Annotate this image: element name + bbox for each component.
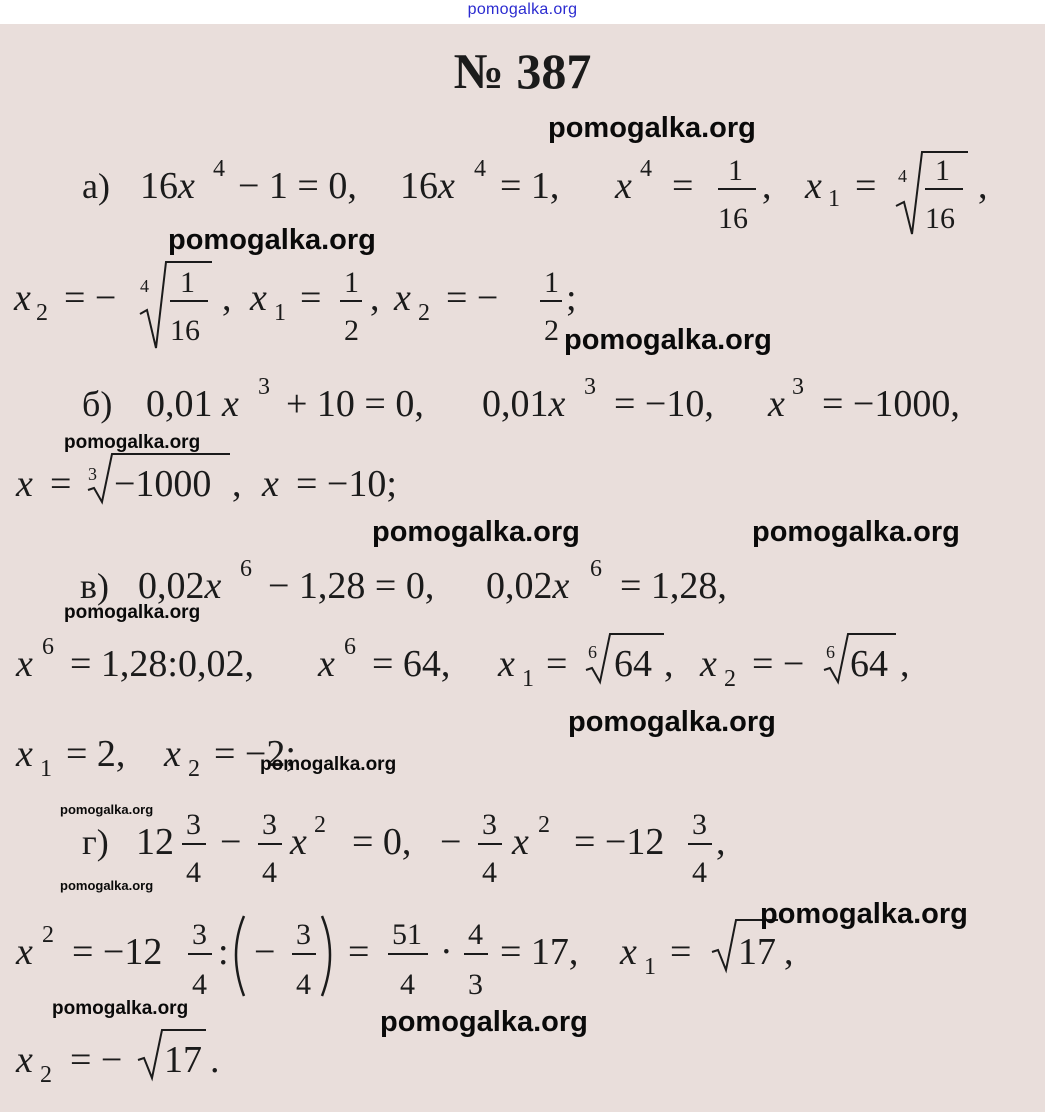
svg-text:,: ,: [232, 463, 242, 505]
svg-text:1: 1: [644, 954, 656, 980]
svg-text:2: 2: [36, 300, 48, 326]
svg-text:= 1,28,: = 1,28,: [620, 565, 727, 607]
svg-text::: :: [218, 931, 229, 973]
svg-text:x: x: [805, 165, 822, 207]
svg-text:=: =: [300, 277, 322, 319]
svg-text:1: 1: [180, 266, 195, 299]
svg-text:3: 3: [186, 808, 201, 841]
svg-text:3: 3: [296, 918, 311, 951]
svg-text:6: 6: [826, 642, 835, 662]
svg-text:2: 2: [314, 812, 326, 838]
svg-text:4: 4: [482, 856, 497, 889]
svg-text:3: 3: [792, 374, 804, 400]
svg-text:1: 1: [544, 266, 559, 299]
svg-text:= −: = −: [752, 643, 805, 685]
svg-text:2: 2: [344, 314, 359, 347]
svg-text:12: 12: [136, 821, 174, 863]
svg-text:,: ,: [716, 821, 726, 863]
watermark-text: pomogalka.org: [568, 706, 776, 738]
svg-text:16: 16: [718, 202, 748, 235]
svg-text:=: =: [348, 931, 370, 973]
svg-text:x: x: [262, 463, 279, 505]
watermark-text: pomogalka.org: [168, 224, 376, 256]
svg-text:;: ;: [566, 277, 577, 319]
svg-text:4: 4: [400, 968, 415, 1001]
svg-text:2: 2: [538, 812, 550, 838]
svg-text:4: 4: [692, 856, 707, 889]
part-g-line-1: [0, 794, 1045, 894]
part-a-line-2: [0, 244, 1045, 347]
svg-text:,: ,: [762, 165, 772, 207]
svg-text:64: 64: [850, 643, 888, 685]
svg-text:6: 6: [590, 556, 602, 582]
svg-text:17: 17: [164, 1039, 202, 1081]
svg-text:0,01 x: 0,01 x: [146, 383, 239, 425]
svg-text:x: x: [250, 277, 267, 319]
svg-text:=: =: [672, 165, 694, 207]
svg-text:=: =: [855, 165, 877, 207]
problem-title: № 387: [453, 43, 592, 99]
svg-text:,: ,: [900, 643, 910, 685]
svg-text:x: x: [16, 733, 33, 775]
svg-text:=: =: [670, 931, 692, 973]
svg-text:x: x: [16, 931, 33, 973]
svg-text:.: .: [210, 1039, 220, 1081]
svg-text:6: 6: [240, 556, 252, 582]
watermark-text: pomogalka.org: [760, 898, 968, 930]
svg-text:·: ·: [440, 931, 453, 973]
svg-text:4: 4: [186, 856, 201, 889]
svg-text:4: 4: [262, 856, 277, 889]
svg-text:−: −: [254, 931, 276, 973]
svg-text:17: 17: [738, 931, 776, 973]
svg-text:3: 3: [258, 374, 270, 400]
svg-text:3: 3: [468, 968, 483, 1001]
svg-text:= −: = −: [70, 1039, 123, 1081]
svg-text:4: 4: [296, 968, 311, 1001]
svg-text:x: x: [290, 821, 307, 863]
watermark-text: pomogalka.org: [52, 998, 189, 1019]
site-header-link[interactable]: pomogalka.org: [467, 1, 578, 18]
watermark-text: pomogalka.org: [548, 112, 756, 144]
svg-text:64: 64: [614, 643, 652, 685]
formula-v2: [0, 624, 1045, 724]
svg-text:x: x: [16, 463, 33, 505]
svg-text:= 0,: = 0,: [352, 821, 412, 863]
watermark-text: pomogalka.org: [564, 324, 772, 356]
svg-text:x: x: [14, 277, 31, 319]
svg-text:1: 1: [828, 186, 840, 212]
svg-text:2: 2: [544, 314, 559, 347]
svg-text:+ 10 = 0,: + 10 = 0,: [286, 383, 424, 425]
svg-text:2: 2: [418, 300, 430, 326]
svg-text:4: 4: [474, 156, 486, 182]
svg-text:x: x: [768, 383, 785, 425]
svg-text:4: 4: [213, 156, 225, 182]
svg-text:x: x: [164, 733, 181, 775]
svg-text:= −10,: = −10,: [614, 383, 714, 425]
part-a-label: а): [82, 166, 110, 206]
svg-text:−: −: [440, 821, 462, 863]
part-v-label: в): [80, 566, 109, 606]
svg-text:x: x: [16, 1039, 33, 1081]
svg-text:4: 4: [898, 166, 907, 186]
svg-text:,: ,: [664, 643, 674, 685]
svg-text:1: 1: [935, 154, 950, 187]
watermark-text: pomogalka.org: [60, 802, 154, 817]
svg-text:= −1000,: = −1000,: [822, 383, 960, 425]
watermark-text: pomogalka.org: [64, 602, 201, 623]
part-b-label: б): [82, 384, 113, 424]
svg-text:6: 6: [588, 642, 597, 662]
svg-text:x: x: [620, 931, 637, 973]
svg-text:x: x: [16, 643, 33, 685]
svg-text:0,01x: 0,01x: [482, 383, 566, 425]
svg-text:2: 2: [40, 1062, 52, 1088]
svg-text:−1000: −1000: [114, 463, 212, 505]
svg-text:=: =: [546, 643, 568, 685]
svg-text:16: 16: [170, 314, 200, 347]
svg-text:x: x: [615, 165, 632, 207]
svg-text:1: 1: [40, 756, 52, 782]
svg-text:3: 3: [692, 808, 707, 841]
svg-text:= 2,: = 2,: [66, 733, 126, 775]
scanned-page: [0, 24, 1045, 1112]
svg-text:3: 3: [88, 464, 97, 484]
formula-a2: [0, 244, 1045, 347]
part-a-line-1: [0, 144, 1045, 244]
svg-text:= −: = −: [64, 277, 117, 319]
watermark-text: pomogalka.org: [260, 754, 397, 775]
watermark-text: pomogalka.org: [380, 1006, 588, 1038]
svg-text:− 1,28 = 0,: − 1,28 = 0,: [268, 565, 435, 607]
svg-text:4: 4: [192, 968, 207, 1001]
svg-text:x: x: [512, 821, 529, 863]
svg-text:= 1,: = 1,: [500, 165, 560, 207]
svg-text:2: 2: [724, 666, 736, 692]
formula-a1: [0, 144, 1045, 244]
svg-text:6: 6: [42, 634, 54, 660]
part-g-label: г): [82, 822, 109, 862]
svg-text:x: x: [394, 277, 411, 319]
svg-text:= −2;: = −2;: [214, 733, 296, 775]
svg-text:1: 1: [344, 266, 359, 299]
svg-text:,: ,: [222, 277, 232, 319]
svg-text:=: =: [50, 463, 72, 505]
watermark-text: pomogalka.org: [372, 516, 580, 548]
svg-text:51: 51: [392, 918, 422, 951]
svg-text:= −: = −: [446, 277, 499, 319]
svg-text:x: x: [498, 643, 515, 685]
svg-text:− 1 = 0,: − 1 = 0,: [238, 165, 357, 207]
svg-text:16: 16: [925, 202, 955, 235]
part-v-line-2: [0, 624, 1045, 724]
svg-text:4: 4: [640, 156, 652, 182]
svg-text:3: 3: [192, 918, 207, 951]
svg-text:0,02x: 0,02x: [486, 565, 570, 607]
svg-text:= 17,: = 17,: [500, 931, 579, 973]
watermark-text: pomogalka.org: [64, 432, 201, 453]
svg-text:= −12: = −12: [72, 931, 163, 973]
svg-text:4: 4: [468, 918, 483, 951]
svg-text:1: 1: [522, 666, 534, 692]
svg-text:= −10;: = −10;: [296, 463, 397, 505]
svg-text:2: 2: [42, 922, 54, 948]
svg-text:= −12: = −12: [574, 821, 665, 863]
watermark-text: pomogalka.org: [752, 516, 960, 548]
site-header-bar: [0, 0, 1045, 24]
svg-text:16x: 16x: [140, 165, 195, 207]
svg-text:= 1,28:0,02,: = 1,28:0,02,: [70, 643, 254, 685]
svg-text:,: ,: [784, 931, 794, 973]
svg-text:3: 3: [584, 374, 596, 400]
svg-text:,: ,: [978, 165, 988, 207]
svg-text:3: 3: [482, 808, 497, 841]
svg-text:6: 6: [344, 634, 356, 660]
watermark-text: pomogalka.org: [60, 878, 154, 893]
svg-text:= 64,: = 64,: [372, 643, 451, 685]
svg-text:,: ,: [370, 277, 380, 319]
svg-text:1: 1: [274, 300, 286, 326]
svg-text:x: x: [700, 643, 717, 685]
svg-text:4: 4: [140, 276, 149, 296]
svg-text:1: 1: [728, 154, 743, 187]
svg-text:16x: 16x: [400, 165, 455, 207]
svg-text:−: −: [220, 821, 242, 863]
formula-g1: [0, 794, 1045, 894]
svg-text:3: 3: [262, 808, 277, 841]
svg-text:2: 2: [188, 756, 200, 782]
svg-text:0,02x: 0,02x: [138, 565, 222, 607]
svg-text:x: x: [318, 643, 335, 685]
